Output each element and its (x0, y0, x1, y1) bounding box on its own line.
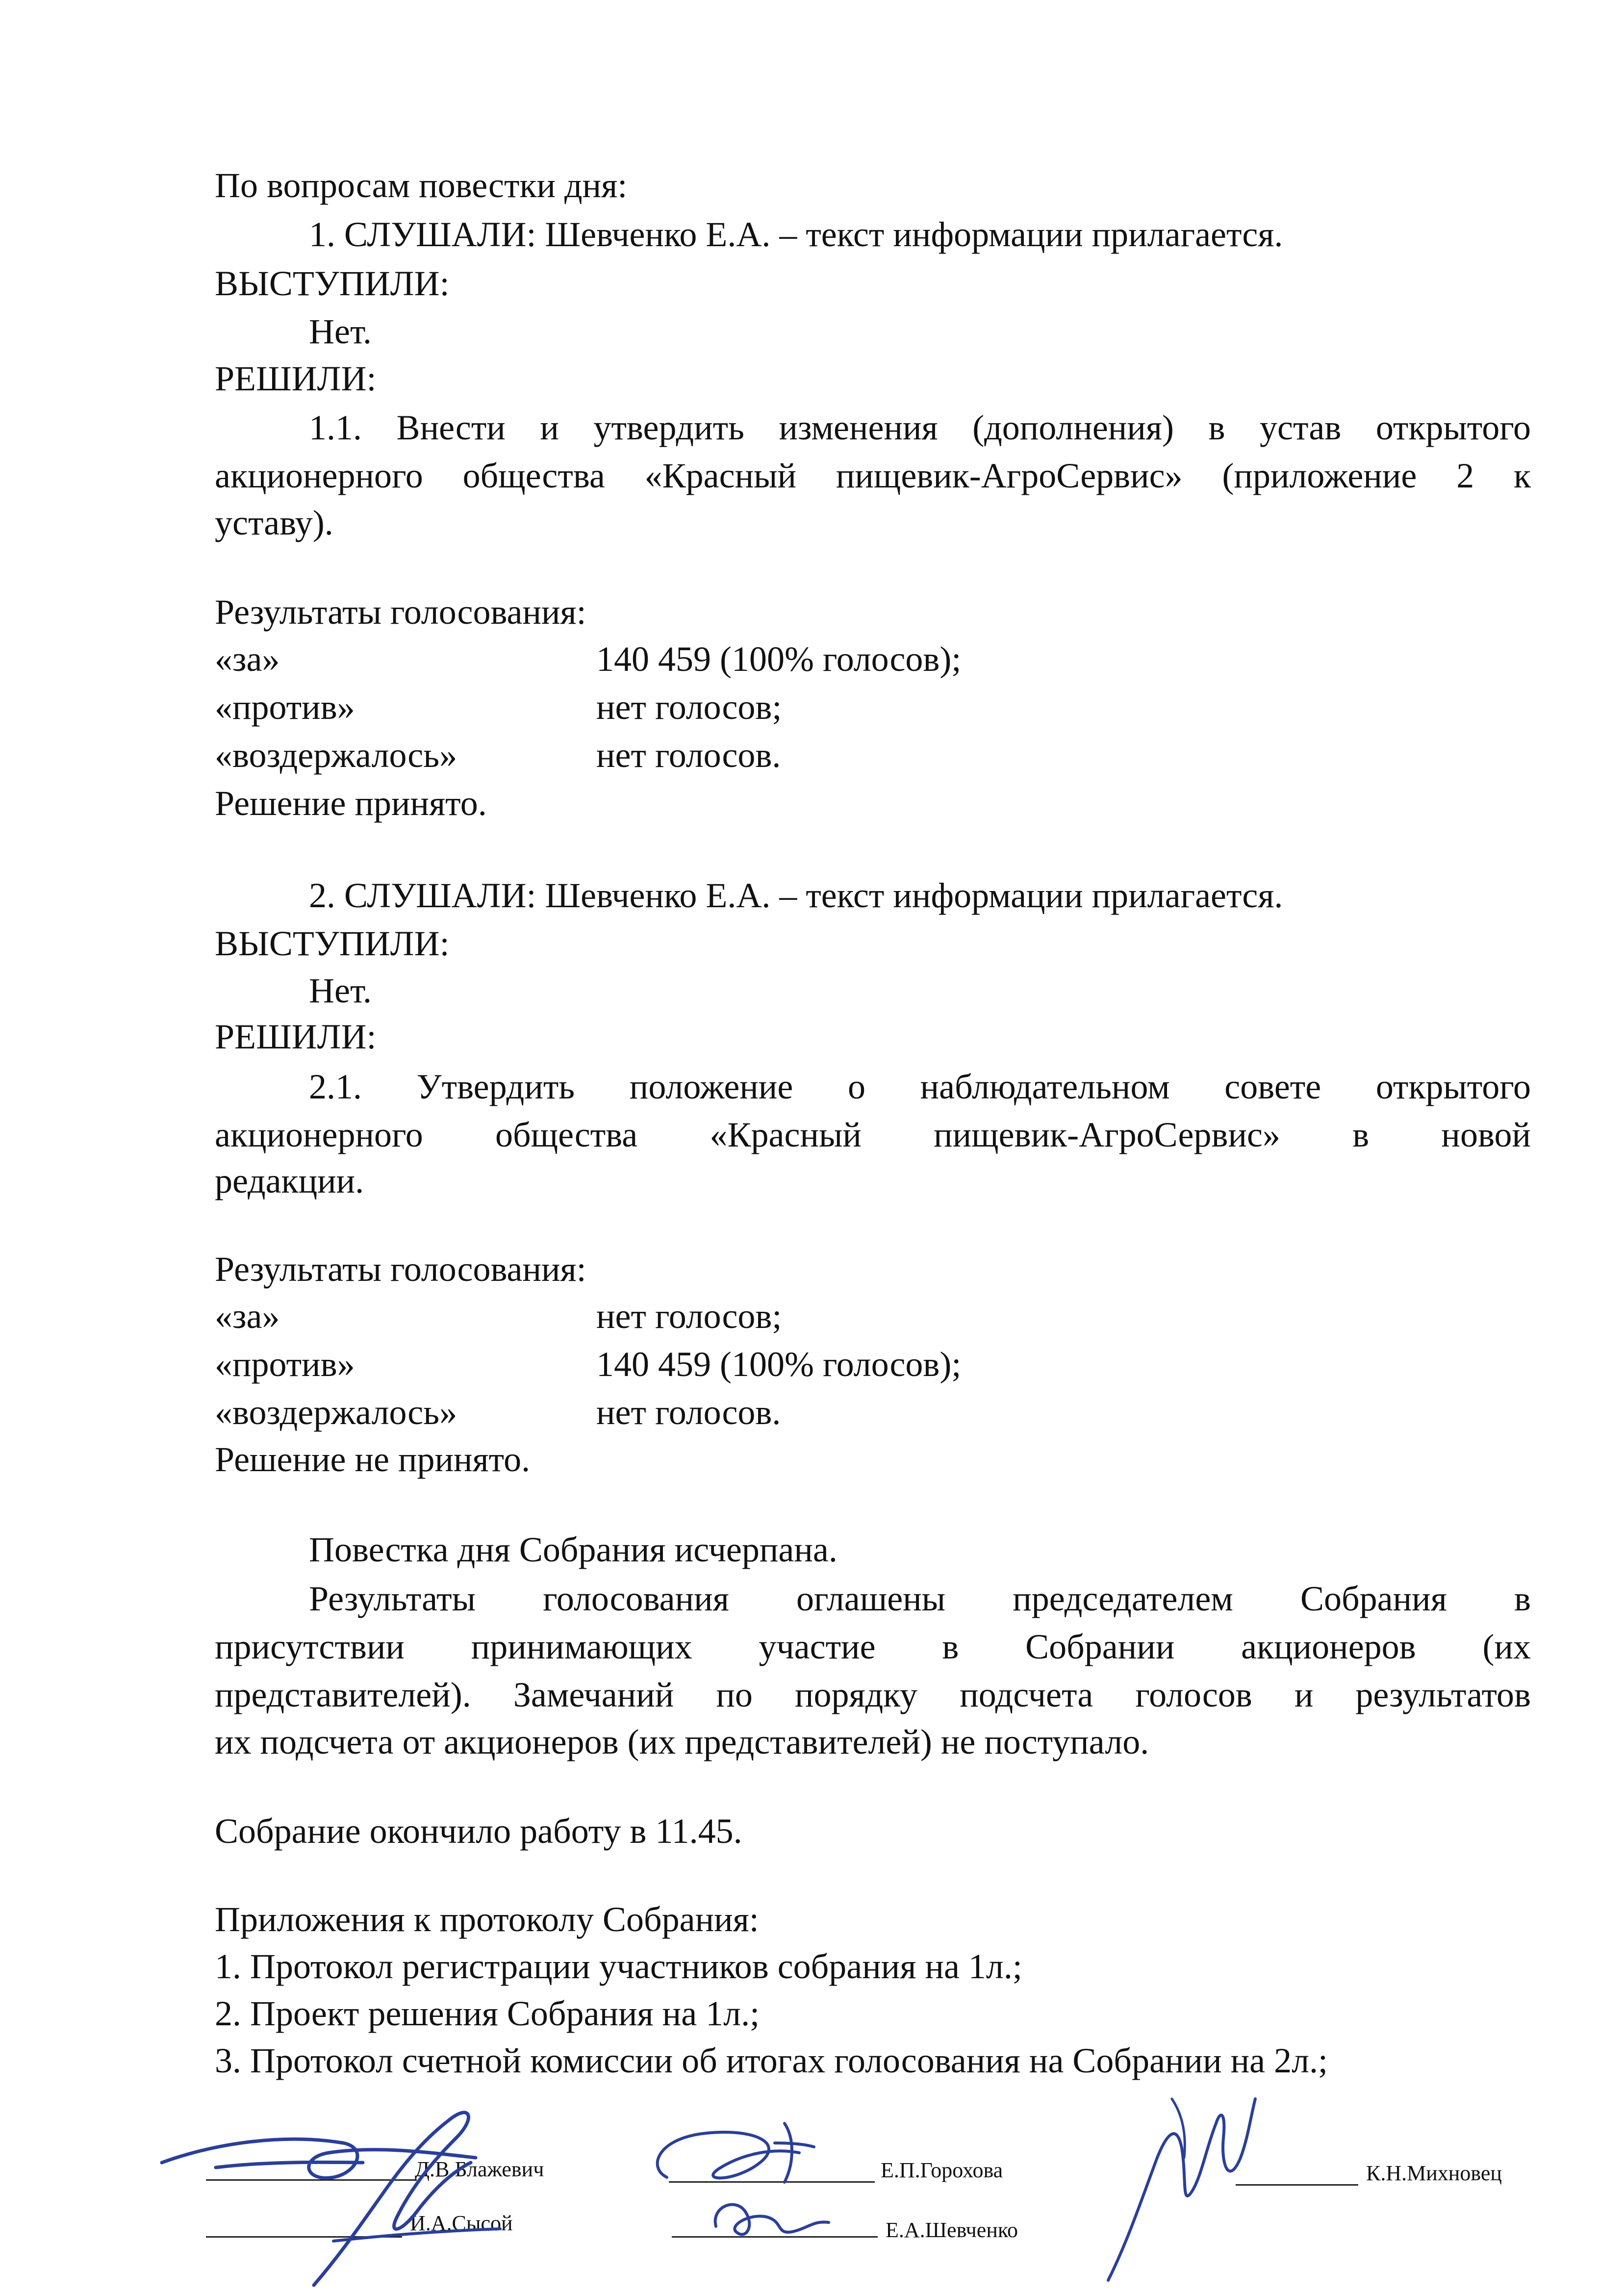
attachments-title: Приложения к протоколу Собрания: (215, 1900, 759, 1939)
item1-spoke-label: ВЫСТУПИЛИ: (215, 264, 450, 303)
item2-decision-line: 2.1. Утвердить положение о наблюдательном совете открытого (309, 1067, 1531, 1106)
item2-vote-for-label: «за» (215, 1297, 280, 1336)
item2-results-title: Результаты голосования: (215, 1250, 586, 1289)
item2-heard: 2. СЛУШАЛИ: Шевченко Е.А. – текст информации прилагается. (309, 876, 1283, 915)
item1-decided-label: РЕШИЛИ: (215, 359, 377, 398)
item2-decision-line: акционерного общества «Красный пищевик-АгроСервис» в новой (215, 1115, 1531, 1154)
results-paragraph-line: представителей). Замечаний по порядку подсчета голосов и результатов (215, 1675, 1531, 1714)
results-paragraph-line: Результаты голосования оглашены председателем Собрания в (309, 1579, 1531, 1618)
item1-vote-for-value: 140 459 (100% голосов); (596, 639, 962, 679)
signature-scribble-mikhnovets (1098, 2079, 1275, 2290)
item1-decision-line: 1.1. Внести и утвердить изменения (дополнения) в устав открытого (309, 408, 1531, 447)
results-paragraph-line: их подсчета от акционеров (их представителей) не поступало. (215, 1722, 1149, 1761)
item2-vote-against-label: «против» (215, 1345, 355, 1384)
attachment-item: 2. Проект решения Собрания на 1л.; (215, 1994, 760, 2033)
meeting-ended: Собрание окончило работу в 11.45. (215, 1811, 742, 1851)
item2-decided-label: РЕШИЛИ: (215, 1017, 377, 1056)
signatory-name: И.А.Сысой (410, 2211, 513, 2235)
signatory-name: Е.П.Горохова (881, 2158, 1003, 2182)
item2-vote-for-value: нет голосов; (596, 1297, 782, 1336)
item1-vote-abstain-value: нет голосов. (596, 736, 781, 775)
signature-scribble-blazhevich (157, 2089, 598, 2295)
signatory-name: Д.В.Блажевич (415, 2157, 544, 2181)
item2-outcome: Решение не принято. (215, 1440, 531, 1479)
item1-vote-against-label: «против» (215, 688, 355, 727)
item1-decision-line: уставу). (215, 503, 333, 542)
attachment-item: 1. Протокол регистрации участников собрания на 1л.; (215, 1947, 1022, 1986)
item2-spoke-label: ВЫСТУПИЛИ: (215, 924, 450, 963)
signatory-name: К.Н.Михновец (1366, 2161, 1502, 2185)
item1-vote-against-value: нет голосов; (596, 688, 782, 727)
item2-spoke-value: Нет. (309, 971, 372, 1010)
item1-vote-for-label: «за» (215, 639, 280, 679)
agenda-intro: По вопросам повестки дня: (215, 166, 628, 205)
item1-spoke-value: Нет. (309, 312, 372, 351)
agenda-done: Повестка дня Собрания исчерпана. (309, 1530, 837, 1569)
results-paragraph-line: присутствии принимающих участие в Собрании акционеров (их (215, 1627, 1531, 1666)
signatory-name: Е.А.Шевченко (886, 2218, 1018, 2242)
item1-results-title: Результаты голосования: (215, 592, 586, 632)
signature-scribble-gorokhova (637, 2109, 892, 2256)
item2-vote-against-value: 140 459 (100% голосов); (596, 1345, 962, 1384)
item2-decision-line: редакции. (215, 1161, 364, 1200)
item1-decision-line: акционерного общества «Красный пищевик-АгроСервис» (приложение 2 к (215, 456, 1531, 495)
item1-outcome: Решение принято. (215, 784, 487, 823)
attachment-item: 3. Протокол счетной комиссии об итогах голосования на Собрании на 2л.; (215, 2041, 1328, 2080)
item2-vote-abstain-label: «воздержалось» (215, 1393, 457, 1432)
item1-heard: 1. СЛУШАЛИ: Шевченко Е.А. – текст информации прилагается. (309, 215, 1283, 254)
item1-vote-abstain-label: «воздержалось» (215, 736, 457, 775)
item2-vote-abstain-value: нет голосов. (596, 1393, 781, 1432)
